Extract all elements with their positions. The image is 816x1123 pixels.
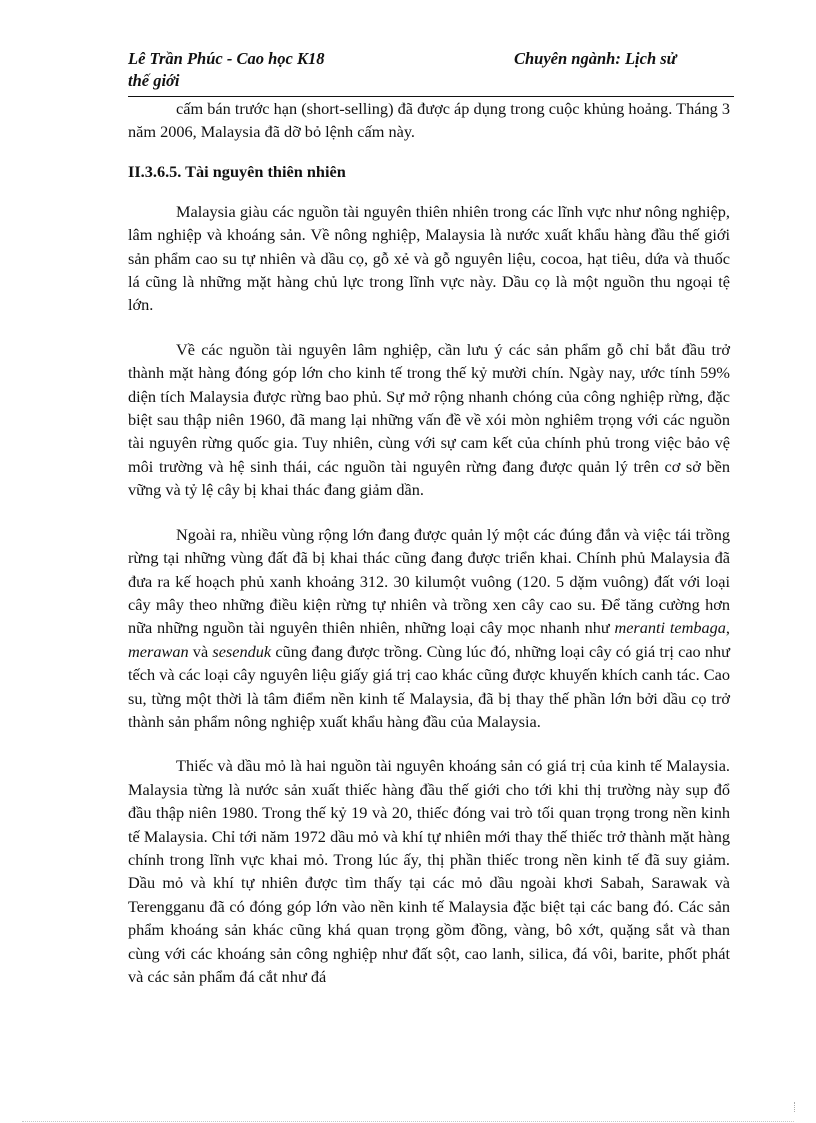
paragraph-text: ,	[725, 618, 730, 638]
species-sesenduk: sesenduk	[212, 641, 272, 661]
paragraph-minerals: Thiếc và dầu mỏ là hai nguồn tài nguyên khoáng sản có giá trị của kinh tế Malaysia. Malaysia từng là nước sản xuất thiếc hàng đầu thế giới cho tới khi thị trường này sụp đổ đầu thập niên 1980. Trong thế kỷ 19 và 20, thiếc đóng vai trò tối quan trọng trong nền kinh tế Malaysia. Chỉ tới năm 1972 dầu mỏ và khí tự nhiên mới thay thế thiếc trở thành mặt hàng chính trong lĩnh vực khai mỏ. Trong lúc ấy, thị phần thiếc trong nền kinh tế đã suy giảm. Dầu mỏ và khí tự nhiên được tìm thấy tại các mỏ dầu ngoài khơi Sabah, Sarawak và Terengganu đã có đóng góp lớn vào nền kinh tế Malaysia đặc biệt tại các bang đó. Các sản phẩm khoáng sản khác cũng khá quan trọng gồm đồng, vàng, bô xớt, quặng sắt và than cùng với các khoáng sản công nghiệp như đất sột, cao lanh, silica, đá vôi, barite, phốt phát và các sản phẩm đá cắt như đá	[128, 756, 730, 986]
page-bottom-border	[22, 1121, 794, 1122]
paragraph-text: và	[188, 641, 213, 661]
paragraph-forestry: Về các nguồn tài nguyên lâm nghiệp, cần lưu ý các sản phẩm gỗ chỉ bắt đầu trở thành mặt hàng đóng góp lớn cho kinh tế trong thế kỷ mười chín. Ngày nay, ước tính 59% diện tích Malaysia được rừng bao phủ. Sự mở rộng nhanh chóng của công nghiệp rừng, đặc biệt sau thập niên 1960, đã mang lại những vấn đề về xói mòn nghiêm trọng với các nguồn tài nguyên rừng quốc gia. Tuy nhiên, cùng với sự cam kết của chính phủ trong việc bảo vệ môi trường và hệ sinh thái, các nguồn tài nguyên rừng đang được quản lý trên cơ sở bền vững và tỷ lệ cây bị khai thác đang giảm dần.	[128, 339, 730, 500]
paragraph-text: Ngoài ra, nhiều vùng rộng lớn đang được quản lý một các đúng đắn và việc tái trồng rừng tại những vùng đất đã bị khai thác cũng đang được triển khai. Chính phủ Malaysia đã đưa ra kế hoạch phủ xanh khoảng 312. 30 kilumột vuông (120. 5 dặm vuông) đất với loại cây mây theo những điều kiện rừng tự nhiên và trồng xen cây cao su. Để tăng cường hơn nữa những nguồn tài nguyên thiên nhiên, những loại cây mọc nhanh như	[128, 524, 730, 638]
header-major-continuation: thế giới	[128, 71, 180, 90]
header-major: Chuyên ngành: Lịch sử	[514, 49, 677, 68]
intro-paragraph: cấm bán trước hạn (short-selling) đã được áp dụng trong cuộc khủng hoảng. Tháng 3 năm 2006, Malaysia đã dỡ bỏ lệnh cấm này.	[128, 99, 730, 142]
header-author: Lê Trần Phúc - Cao học K18	[128, 49, 325, 68]
section-title: II.3.6.5. Tài nguyên thiên nhiên	[128, 161, 346, 181]
species-merawan: merawan	[128, 641, 189, 661]
paragraph-reforestation	[128, 523, 730, 734]
document-body	[128, 97, 730, 1009]
species-meranti: meranti tembaga	[614, 618, 726, 638]
paragraph-resources: Malaysia giàu các nguồn tài nguyên thiên nhiên trong các lĩnh vực như nông nghiệp, lâm nghiệp và khoáng sản. Về nông nghiệp, Malaysia là nước xuất khẩu hàng đầu thế giới sản phẩm cao su tự nhiên và dầu cọ, gỗ xẻ và gỗ nguyên liệu, cocoa, hạt tiêu, dứa và thuốc lá cũng là những mặt hàng chủ lực trong lĩnh vực này. Dầu cọ là một nguồn thu ngoại tệ lớn.	[128, 201, 730, 315]
page-corner-mark	[794, 1102, 803, 1112]
paragraph-text: cũng đang được trồng. Cùng lúc đó, những loại cây có giá trị cao như tếch và các loại cây nguyên liệu giấy giá trị cao khác cũng được khuyến khích canh tác. Cao su, từng một thời là tâm điểm nền kinh tế Malaysia, đã bị thay thế phần lớn bởi dầu cọ trở thành sản phẩm nông nghiệp xuất khẩu hàng đầu của Malaysia.	[128, 641, 730, 731]
